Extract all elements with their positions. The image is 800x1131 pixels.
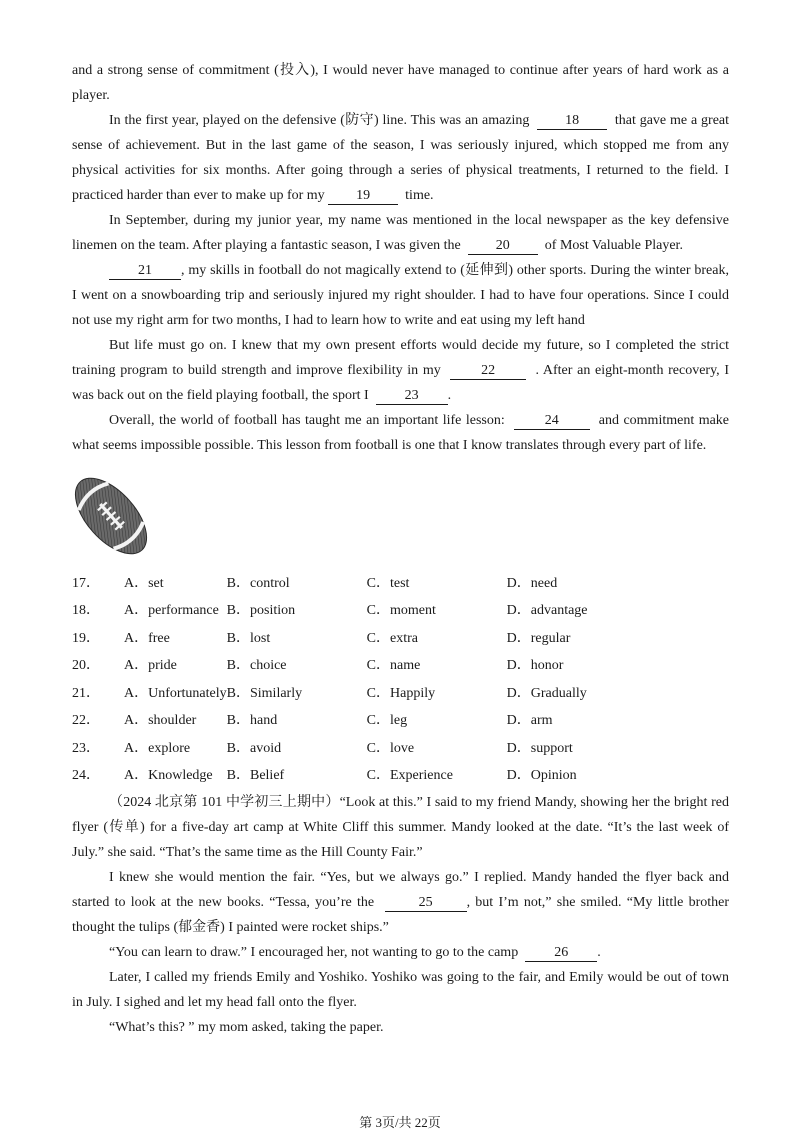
option-d: D．honor bbox=[506, 658, 564, 674]
blank-25: 25 bbox=[385, 894, 467, 912]
text-segment: In September, during my junior year, my name was mentioned in the local newspaper as the key defensive linemen on the team. After playing a fantastic season, I was given the bbox=[72, 213, 729, 253]
passage1-paragraph-2 bbox=[72, 108, 729, 208]
option-d: D．need bbox=[506, 575, 558, 591]
question-number: 19． bbox=[72, 630, 100, 646]
page-footer: 第 3页/共 22页 bbox=[359, 1115, 441, 1130]
football-image bbox=[74, 470, 148, 562]
option-a: A．pride bbox=[124, 658, 177, 674]
option-b: B．Belief bbox=[226, 768, 285, 784]
question-number: 21． bbox=[72, 685, 100, 701]
option-d: D．support bbox=[506, 740, 573, 756]
passage2-paragraph-5: “What’s this? ” my mom asked, taking the paper. bbox=[109, 1020, 384, 1035]
passage1-paragraph-4 bbox=[72, 258, 729, 333]
passage2-paragraph-2 bbox=[72, 865, 729, 940]
options-table bbox=[72, 568, 627, 788]
option-b: B．position bbox=[226, 603, 296, 619]
text-segment: of Most Valuable Player. bbox=[544, 238, 683, 253]
text-segment: In the first year, played on the defensive (防守) line. This was an amazing bbox=[109, 113, 530, 128]
passage1-paragraph-3 bbox=[72, 208, 729, 258]
question-number: 24． bbox=[72, 768, 100, 784]
option-b: B．choice bbox=[226, 658, 287, 674]
option-b: B．hand bbox=[226, 713, 278, 729]
option-c: C．leg bbox=[366, 713, 408, 729]
question-number: 20． bbox=[72, 658, 100, 674]
option-a: A．performance bbox=[124, 603, 219, 619]
blank-20: 20 bbox=[468, 237, 538, 255]
question-row-20 bbox=[72, 651, 627, 679]
question-row-17 bbox=[72, 568, 627, 596]
blank-19: 19 bbox=[328, 187, 398, 205]
question-row-22 bbox=[72, 706, 627, 734]
option-d: D．arm bbox=[506, 713, 553, 729]
option-b: B．lost bbox=[226, 630, 271, 646]
option-a: A．Unfortunately bbox=[124, 685, 227, 701]
option-b: B．avoid bbox=[226, 740, 282, 756]
option-a: A．shoulder bbox=[124, 713, 197, 729]
question-number: 23． bbox=[72, 740, 100, 756]
question-row-18 bbox=[72, 596, 627, 624]
question-row-21 bbox=[72, 678, 627, 706]
text-segment: . After an eight-month recovery, I was back out on the field playing football, the sport I bbox=[72, 363, 730, 403]
text-segment: I knew she would mention the fair. “Yes, but we always go.” I replied. Mandy handed the flyer back and started to look at the new books. “Tessa, you’re the bbox=[72, 870, 729, 910]
text-segment: Overall, the world of football has taught me an important life lesson: bbox=[109, 413, 505, 428]
option-b: B．control bbox=[226, 575, 290, 591]
text-segment: , my skills in football do not magically extend to (延伸到) other sports. During the winter break, I went on a snowboarding trip and seriously injured my right shoulder. I had to have four operations. Since I could not use my right arm for two months, I had to learn how to write and eat using my left hand bbox=[72, 263, 729, 328]
option-d: D．advantage bbox=[506, 603, 588, 619]
blank-23: 23 bbox=[376, 387, 448, 405]
text-segment: . bbox=[447, 388, 452, 403]
option-c: C．name bbox=[366, 658, 421, 674]
document-page bbox=[72, 58, 729, 1040]
question-row-24 bbox=[72, 761, 627, 789]
option-c: C．moment bbox=[366, 603, 436, 619]
text-segment: and commitment make what seems impossible possible. This lesson from football is one that I know translates through every part of life. bbox=[72, 413, 730, 453]
option-d: D．Gradually bbox=[506, 685, 587, 701]
option-d: D．regular bbox=[506, 630, 571, 646]
option-a: A．free bbox=[124, 630, 170, 646]
option-c: C．Experience bbox=[366, 768, 453, 784]
passage2-paragraph-4: Later, I called my friends Emily and Yoshiko. Yoshiko was going to the fair, and Emily would be out of town in July. I sighed and let my head fall onto the flyer. bbox=[72, 970, 729, 1010]
question-number: 22． bbox=[72, 713, 100, 729]
option-c: C．extra bbox=[366, 630, 418, 646]
option-b: B．Similarly bbox=[226, 685, 303, 701]
question-row-23 bbox=[72, 733, 627, 761]
text-segment: . bbox=[597, 945, 601, 960]
text-segment: “You can learn to draw.” I encouraged her, not wanting to go to the camp bbox=[109, 945, 519, 960]
option-a: A．Knowledge bbox=[124, 768, 213, 784]
option-d: D．Opinion bbox=[506, 768, 577, 784]
passage2-paragraph-1: （2024 北京第 101 中学初三上期中）“Look at this.” I said to my friend Mandy, showing her the bright red flyer (传单) for a five-day art camp at White Cliff this summer. Mandy looked at the date. “It’s the last week of July.” she said. “That’s the same time as the Hill County Fair.” bbox=[72, 795, 729, 860]
blank-24: 24 bbox=[514, 412, 590, 430]
option-a: A．set bbox=[124, 575, 164, 591]
option-c: C．Happily bbox=[366, 685, 436, 701]
question-row-19 bbox=[72, 623, 627, 651]
option-a: A．explore bbox=[124, 740, 191, 756]
text-segment: time. bbox=[405, 188, 434, 203]
option-c: C．test bbox=[366, 575, 410, 591]
text-segment: But life must go on. I knew that my own present efforts would decide my future, so I completed the strict training program to build strength and improve flexibility in my bbox=[72, 338, 729, 378]
blank-21: 21 bbox=[109, 262, 181, 280]
passage1-paragraph-1: and a strong sense of commitment (投入), I would never have managed to continue after years of hard work as a player. bbox=[72, 63, 729, 103]
blank-26: 26 bbox=[525, 944, 597, 962]
question-number: 18． bbox=[72, 603, 100, 619]
blank-22: 22 bbox=[450, 362, 526, 380]
football-icon bbox=[74, 470, 148, 562]
passage2-paragraph-3 bbox=[72, 940, 729, 965]
passage1-paragraph-5 bbox=[72, 333, 729, 408]
blank-18: 18 bbox=[537, 112, 607, 130]
text-segment: , but I’m not,” she smiled. “My little brother thought the tulips (郁金香) I painted were rocket ships.” bbox=[72, 895, 729, 935]
question-number: 17． bbox=[72, 575, 100, 591]
passage1-paragraph-6 bbox=[72, 408, 729, 458]
option-c: C．love bbox=[366, 740, 415, 756]
text-segment: that gave me a great sense of achievement. But in the last game of the season, I was seriously injured, which stopped me from any physical activities for six months. After going through a series of physical treatments, I returned to the field. I practiced harder than ever to make up for my bbox=[72, 113, 730, 203]
